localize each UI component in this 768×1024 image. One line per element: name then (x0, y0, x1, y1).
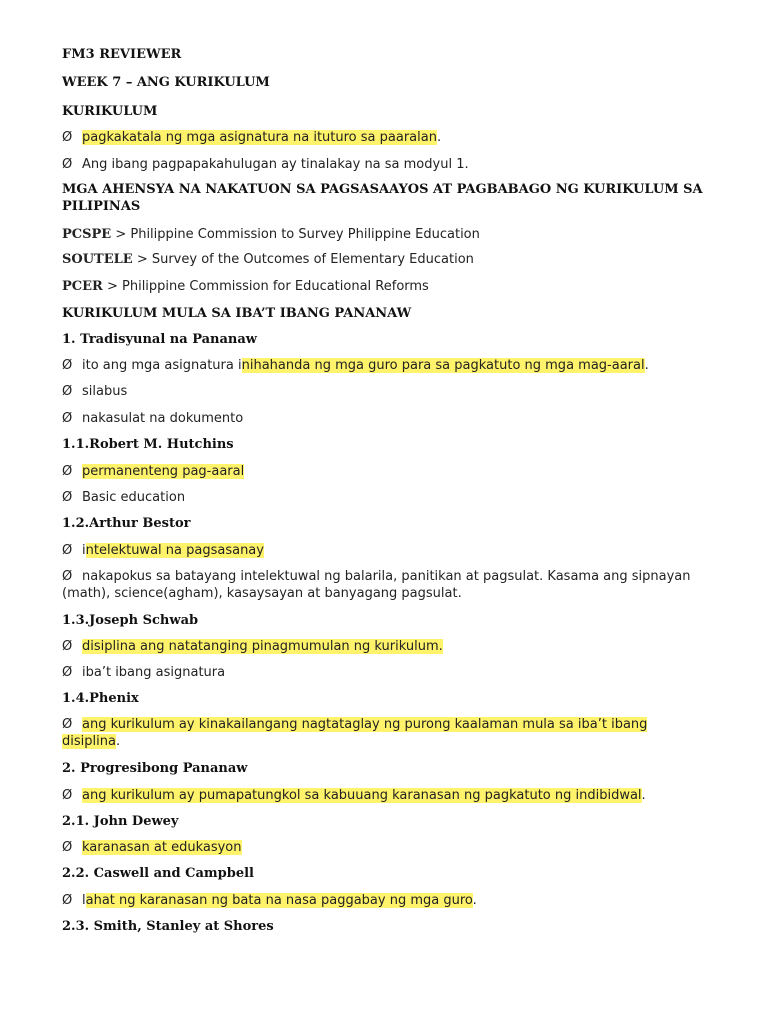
highlighted-text: ahat ng karanasan ng bata na nasa paggabay ng mga guro (85, 893, 473, 908)
bullet-icon: Ø (62, 464, 73, 479)
s12-bullet-2: Ø nakapokus sa batayang intelektuwal ng balarila, panitikan at pagsulat. Kasama ang sipnayan (math), science(agham), kasaysayan at banyagang pagsulat. (62, 569, 691, 601)
bullet-icon: Ø (62, 639, 73, 654)
week-heading: WEEK 7 – ANG KURIKULUM (62, 75, 270, 90)
agency-soutele: SOUTELE > Survey of the Outcomes of Elementary Education (62, 252, 474, 267)
kurikulum-heading: KURIKULUM (62, 104, 158, 119)
pananaw-heading: KURIKULUM MULA SA IBA’T IBANG PANANAW (62, 306, 412, 321)
section-1-3-heading: 1.3.Joseph Schwab (62, 613, 199, 628)
highlighted-text: disiplina ang natatanging pinagmumulan ng kurikulum. (82, 639, 443, 654)
section-2-2-heading: 2.2. Caswell and Campbell (62, 866, 254, 881)
bullet-icon: Ø (62, 717, 73, 732)
bullet-icon: Ø (62, 130, 73, 145)
bullet-icon: Ø (62, 665, 73, 680)
s1-bullet-2: Ø silabus (62, 384, 128, 399)
bullet-icon: Ø (62, 490, 73, 505)
agencies-heading: MGA AHENSYA NA NAKATUON SA PAGSASAAYOS AT PAGBABAGO NG KURIKULUM SA PILIPINAS (62, 182, 703, 214)
section-2-3-heading: 2.3. Smith, Stanley at Shores (62, 919, 274, 934)
bullet-icon: Ø (62, 788, 73, 803)
agency-code: PCSPE (62, 227, 112, 242)
agency-code: SOUTELE (62, 252, 133, 267)
section-2-heading: 2. Progresibong Pananaw (62, 761, 248, 776)
bullet-icon: Ø (62, 893, 73, 908)
kurikulum-bullet-1: Ø pagkakatala ng mga asignatura na ituturo sa paaralan. (62, 130, 442, 145)
section-2-1-heading: 2.1. John Dewey (62, 814, 179, 829)
doc-title: FM3 REVIEWER (62, 47, 182, 62)
highlighted-text: ang kurikulum ay pumapatungkol sa kabuuang karanasan ng pagkatuto ng indibidwal (82, 788, 642, 803)
kurikulum-bullet-2: Ø Ang ibang pagpapakahulugan ay tinalakay na sa modyul 1. (62, 157, 469, 172)
bullet-icon: Ø (62, 411, 73, 426)
highlighted-text: karanasan at edukasyon (82, 840, 242, 855)
s1-bullet-1: Ø ito ang mga asignatura inihahanda ng mga guro para sa pagkatuto ng mga mag-aaral. (62, 358, 649, 373)
s11-bullet-1 (62, 463, 712, 480)
bullet-icon: Ø (62, 840, 73, 855)
s21-bullet-1 (62, 839, 712, 856)
section-1-heading: 1. Tradisyunal na Pananaw (62, 332, 257, 347)
s12-bullet-1: Ø intelektuwal na pagsasanay (62, 543, 264, 558)
s22-bullet-1: Ø lahat ng karanasan ng bata na nasa paggabay ng mga guro. (62, 893, 477, 908)
s14-bullet-1: Ø ang kurikulum ay kinakailangang nagtataglay ng purong kaalaman mula sa iba’t ibang disiplina. (62, 717, 648, 749)
agency-pcer: PCER > Philippine Commission for Educational Reforms (62, 279, 429, 294)
highlighted-text: pagkakatala ng mga asignatura na ituturo sa paaralan (82, 130, 437, 145)
highlighted-text: nihahanda ng mga guro para sa pagkatuto ng mga mag-aaral (241, 358, 645, 373)
agency-code: PCER (62, 279, 103, 294)
highlighted-text: permanenteng pag-aaral (82, 464, 245, 479)
s13-bullet-2: Ø iba’t ibang asignatura (62, 665, 226, 680)
s1-bullet-3: Ø nakasulat na dokumento (62, 411, 244, 426)
bullet-icon: Ø (62, 358, 73, 373)
agency-pcspe: PCSPE > Philippine Commission to Survey Philippine Education (62, 227, 480, 242)
section-1-1-heading: 1.1.Robert M. Hutchins (62, 437, 234, 452)
s13-bullet-1 (62, 638, 712, 655)
bullet-icon: Ø (62, 543, 73, 558)
bullet-icon: Ø (62, 157, 73, 172)
section-1-2-heading: 1.2.Arthur Bestor (62, 516, 191, 531)
highlighted-text: ntelektuwal na pagsasanay (85, 543, 264, 558)
bullet-icon: Ø (62, 384, 73, 399)
s2-bullet-1: Ø ang kurikulum ay pumapatungkol sa kabuuang karanasan ng pagkatuto ng indibidwal. (62, 788, 646, 803)
highlighted-text: ang kurikulum ay kinakailangang nagtataglay ng purong kaalaman mula sa iba’t ibang disiplina (62, 717, 648, 749)
section-1-4-heading: 1.4.Phenix (62, 691, 139, 706)
bullet-icon: Ø (62, 569, 73, 584)
s11-bullet-2: Ø Basic education (62, 490, 186, 505)
